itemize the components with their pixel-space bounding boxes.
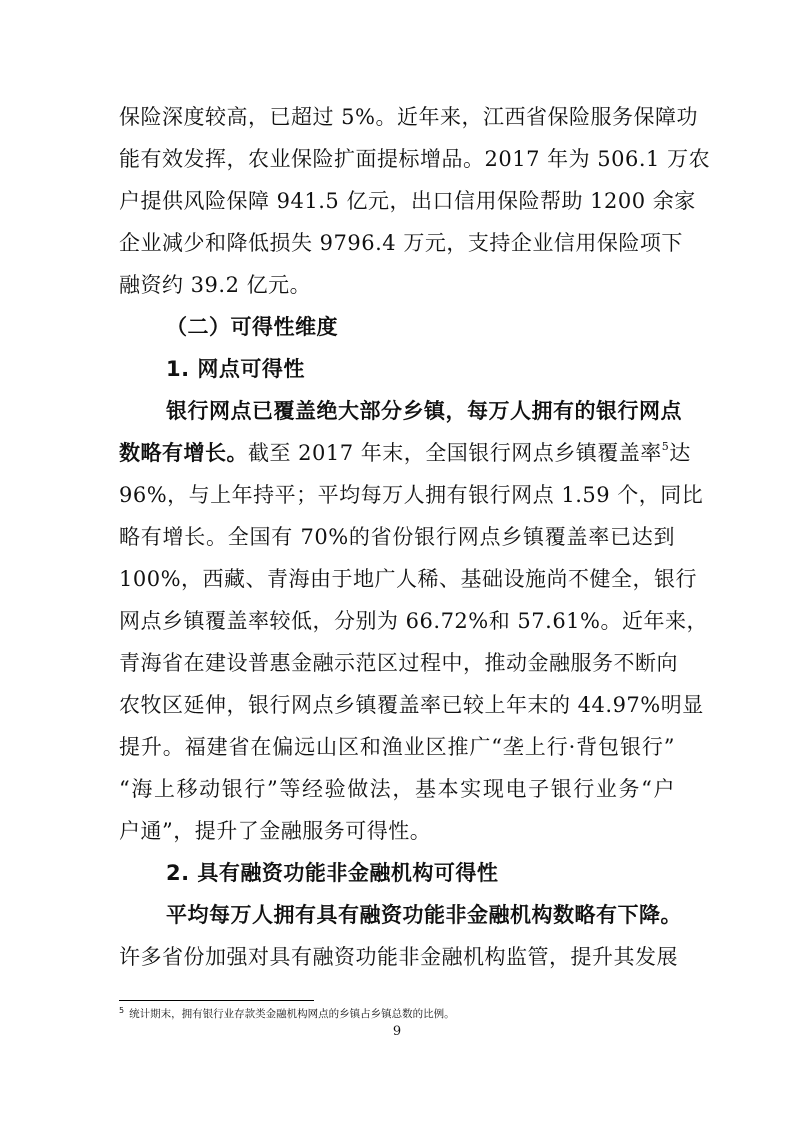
paragraph-line: 网点乡镇覆盖率较低，分别为 66.72%和 57.61%。近年来， (119, 609, 708, 633)
bold-lead-sentence-end: 数略有增长。 (119, 441, 248, 465)
paragraph-line: 户通”，提升了金融服务可得性。 (119, 819, 432, 843)
paragraph-line (119, 433, 691, 473)
footnote (119, 1006, 679, 1022)
paragraph-text: 截至 2017 年末，全国银行网点乡镇覆盖率 (248, 441, 662, 465)
paragraph-text: 达 (669, 441, 691, 465)
paragraph-line: 融资约 39.2 亿元。 (119, 273, 312, 297)
bold-lead-sentence: 平均每万人拥有具有融资功能非金融机构数略有下降。 (166, 903, 682, 927)
footnote-text: 统计期末，拥有银行业存款类金融机构网点的乡镇占乡镇总数的比例。 (129, 1008, 455, 1020)
paragraph-line: “海上移动银行”等经验做法，基本实现电子银行业务“户 (119, 777, 675, 801)
footnote-separator (119, 1000, 314, 1001)
paragraph-line: 能有效发挥，农业保险扩面提标增品。2017 年为 506.1 万农 (119, 147, 711, 171)
footnote-reference: 5 (661, 440, 670, 453)
section-heading: （二）可得性维度 (166, 315, 338, 339)
paragraph-line: 企业减少和降低损失 9796.4 万元，支持企业信用保险项下 (119, 231, 683, 255)
paragraph-line: 许多省份加强对具有融资功能非金融机构监管，提升其发展 (119, 945, 678, 969)
subsection-heading: 2. 具有融资功能非金融机构可得性 (166, 861, 499, 885)
page-number: 9 (392, 1024, 402, 1039)
subsection-heading: 1. 网点可得性 (166, 357, 305, 381)
paragraph-line: 青海省在建设普惠金融示范区过程中，推动金融服务不断向 (119, 651, 678, 675)
paragraph-line: 提升。福建省在偏远山区和渔业区推广“垄上行·背包银行” (119, 735, 675, 759)
paragraph-line: 农牧区延伸，银行网点乡镇覆盖率已较上年末的 44.97%明显 (119, 693, 704, 717)
paragraph-line: 户提供风险保障 941.5 亿元，出口信用保险帮助 1200 余家 (119, 189, 696, 213)
footnote-mark: 5 (119, 1006, 125, 1015)
paragraph-line: 100%，西藏、青海由于地广人稀、基础设施尚不健全，银行 (119, 567, 698, 591)
paragraph-line: 96%，与上年持平；平均每万人拥有银行网点 1.59 个，同比 (119, 483, 704, 507)
bold-lead-sentence: 银行网点已覆盖绝大部分乡镇，每万人拥有的银行网点 (166, 399, 682, 423)
paragraph-line: 保险深度较高，已超过 5%。近年来，江西省保险服务保障功 (119, 105, 698, 129)
paragraph-line: 略有增长。全国有 70%的省份银行网点乡镇覆盖率已达到 (119, 525, 675, 549)
